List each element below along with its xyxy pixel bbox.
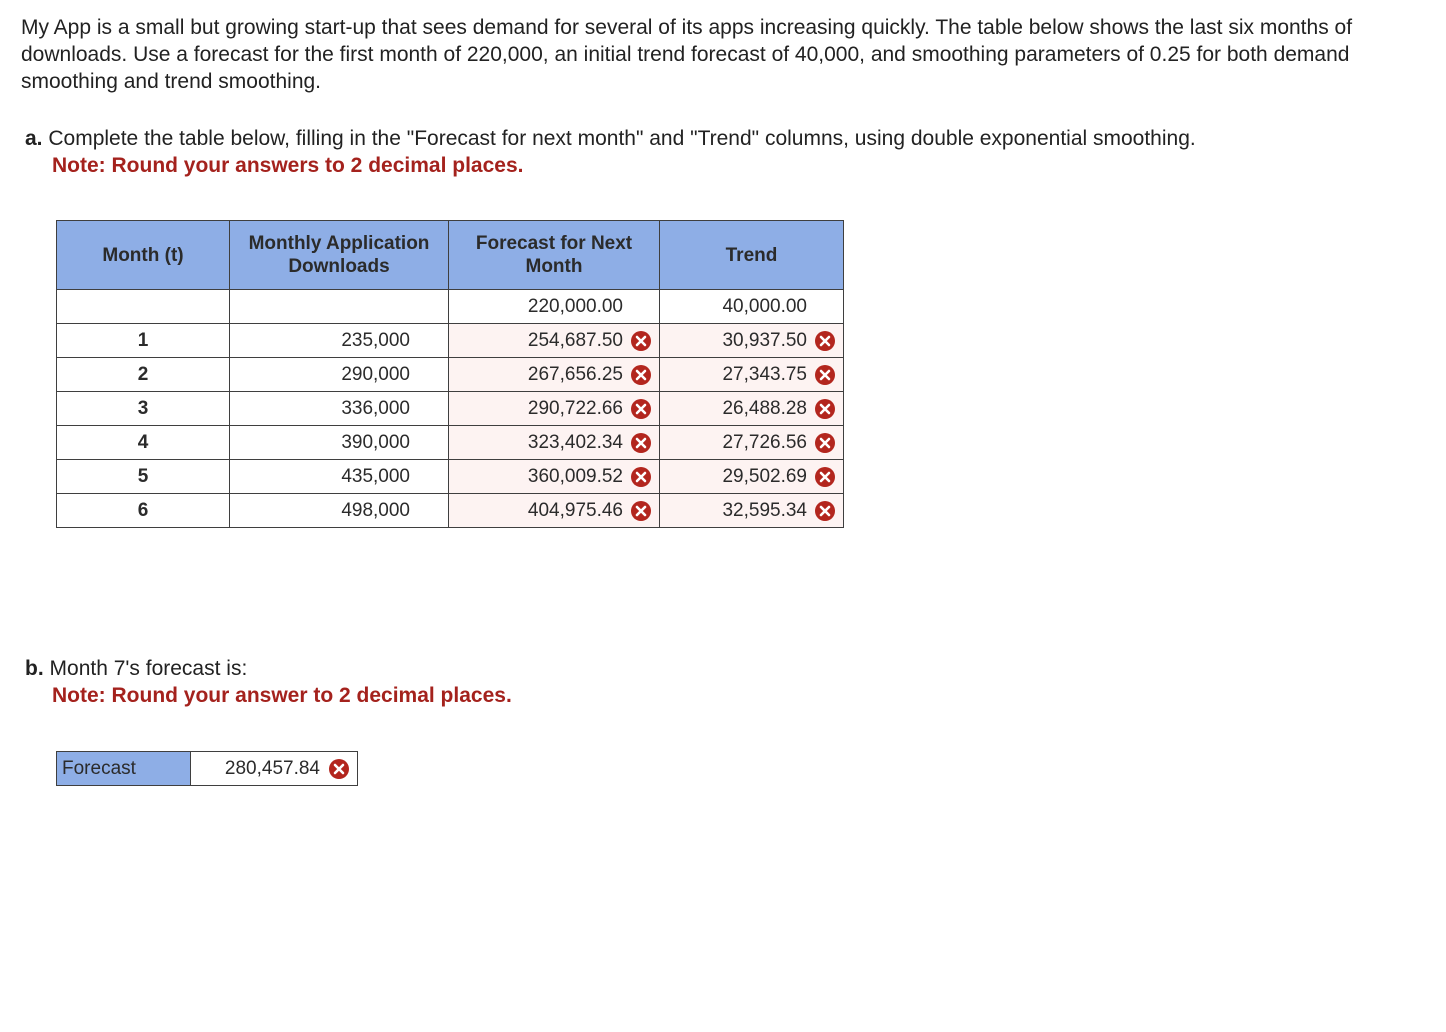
table-row-initial xyxy=(57,290,844,324)
incorrect-x-icon xyxy=(814,432,836,454)
cell-trend-initial: 40,000.00 xyxy=(660,290,844,324)
month7-forecast-table xyxy=(56,751,358,786)
cell-forecast-initial: 220,000.00 xyxy=(449,290,660,324)
forecast-input[interactable] xyxy=(449,392,660,426)
forecast-value: 323,402.34 xyxy=(527,431,623,453)
forecast-input[interactable] xyxy=(449,324,660,358)
incorrect-x-icon xyxy=(814,398,836,420)
trend-value: 26,488.28 xyxy=(722,397,807,419)
trend-input[interactable] xyxy=(660,324,844,358)
month7-forecast-label: Forecast xyxy=(57,752,191,786)
incorrect-x-icon xyxy=(814,330,836,352)
cell-downloads: 235,000 xyxy=(230,324,449,358)
table-row xyxy=(57,426,844,460)
table-header-row xyxy=(57,221,844,290)
forecast-value: 267,656.25 xyxy=(527,363,623,385)
incorrect-x-icon xyxy=(630,466,652,488)
forecast-value: 404,975.46 xyxy=(527,499,623,521)
cell-downloads: 435,000 xyxy=(230,460,449,494)
header-forecast: Forecast for Next Month xyxy=(449,221,660,290)
forecast-input[interactable] xyxy=(449,460,660,494)
cell-month: 2 xyxy=(57,358,230,392)
trend-input[interactable] xyxy=(660,494,844,528)
incorrect-x-icon xyxy=(814,364,836,386)
smoothing-table xyxy=(56,220,844,528)
month7-forecast-value: 280,457.84 xyxy=(224,757,320,779)
forecast-input[interactable] xyxy=(449,494,660,528)
trend-value: 32,595.34 xyxy=(722,499,807,521)
forecast-input[interactable] xyxy=(449,358,660,392)
cell-downloads: 290,000 xyxy=(230,358,449,392)
trend-input[interactable] xyxy=(660,426,844,460)
part-b-note: Note: Round your answer to 2 decimal places. xyxy=(52,684,512,707)
trend-input[interactable] xyxy=(660,358,844,392)
table-row xyxy=(57,392,844,426)
forecast-value: 360,009.52 xyxy=(527,465,623,487)
part-a-text: Complete the table below, filling in the "Forecast for next month" and "Trend" columns, using double exponential smoothing. xyxy=(48,127,1196,150)
cell-month: 6 xyxy=(57,494,230,528)
cell-month-initial xyxy=(57,290,230,324)
incorrect-x-icon xyxy=(630,500,652,522)
incorrect-x-icon xyxy=(630,398,652,420)
part-a-label: a. xyxy=(25,127,43,150)
cell-downloads: 336,000 xyxy=(230,392,449,426)
part-b-instructions xyxy=(25,655,1025,709)
incorrect-x-icon xyxy=(328,758,350,780)
cell-month: 3 xyxy=(57,392,230,426)
forecast-input[interactable] xyxy=(449,426,660,460)
table-row xyxy=(57,494,844,528)
incorrect-x-icon xyxy=(630,330,652,352)
part-a-note: Note: Round your answers to 2 decimal places. xyxy=(52,154,524,177)
header-trend: Trend xyxy=(660,221,844,290)
part-a-instructions xyxy=(25,125,1415,179)
table-row xyxy=(57,358,844,392)
trend-value: 27,343.75 xyxy=(722,363,807,385)
incorrect-x-icon xyxy=(814,500,836,522)
part-b-text: Month 7's forecast is: xyxy=(49,657,248,680)
cell-month: 4 xyxy=(57,426,230,460)
forecast-value: 290,722.66 xyxy=(527,397,623,419)
forecast-value: 254,687.50 xyxy=(527,329,623,351)
trend-value: 27,726.56 xyxy=(722,431,807,453)
cell-downloads-initial xyxy=(230,290,449,324)
part-b-label: b. xyxy=(25,657,44,680)
month7-forecast-input[interactable] xyxy=(191,752,358,786)
header-downloads: Monthly Application Downloads xyxy=(230,221,449,290)
trend-value: 29,502.69 xyxy=(722,465,807,487)
trend-input[interactable] xyxy=(660,392,844,426)
cell-month: 1 xyxy=(57,324,230,358)
header-month: Month (t) xyxy=(57,221,230,290)
month7-forecast-row xyxy=(57,752,358,786)
cell-downloads: 498,000 xyxy=(230,494,449,528)
table-row xyxy=(57,460,844,494)
cell-downloads: 390,000 xyxy=(230,426,449,460)
table-row xyxy=(57,324,844,358)
trend-value: 30,937.50 xyxy=(722,329,807,351)
trend-input[interactable] xyxy=(660,460,844,494)
incorrect-x-icon xyxy=(630,432,652,454)
incorrect-x-icon xyxy=(814,466,836,488)
cell-month: 5 xyxy=(57,460,230,494)
problem-statement: My App is a small but growing start-up that sees demand for several of its apps increasing quickly. The table below shows the last six months of downloads. Use a forecast for the first month of 220,000, an initial trend forecast of 40,000, and smoothing parameters of 0.25 for both demand smoothing and trend smoothing. xyxy=(21,16,1353,93)
incorrect-x-icon xyxy=(630,364,652,386)
